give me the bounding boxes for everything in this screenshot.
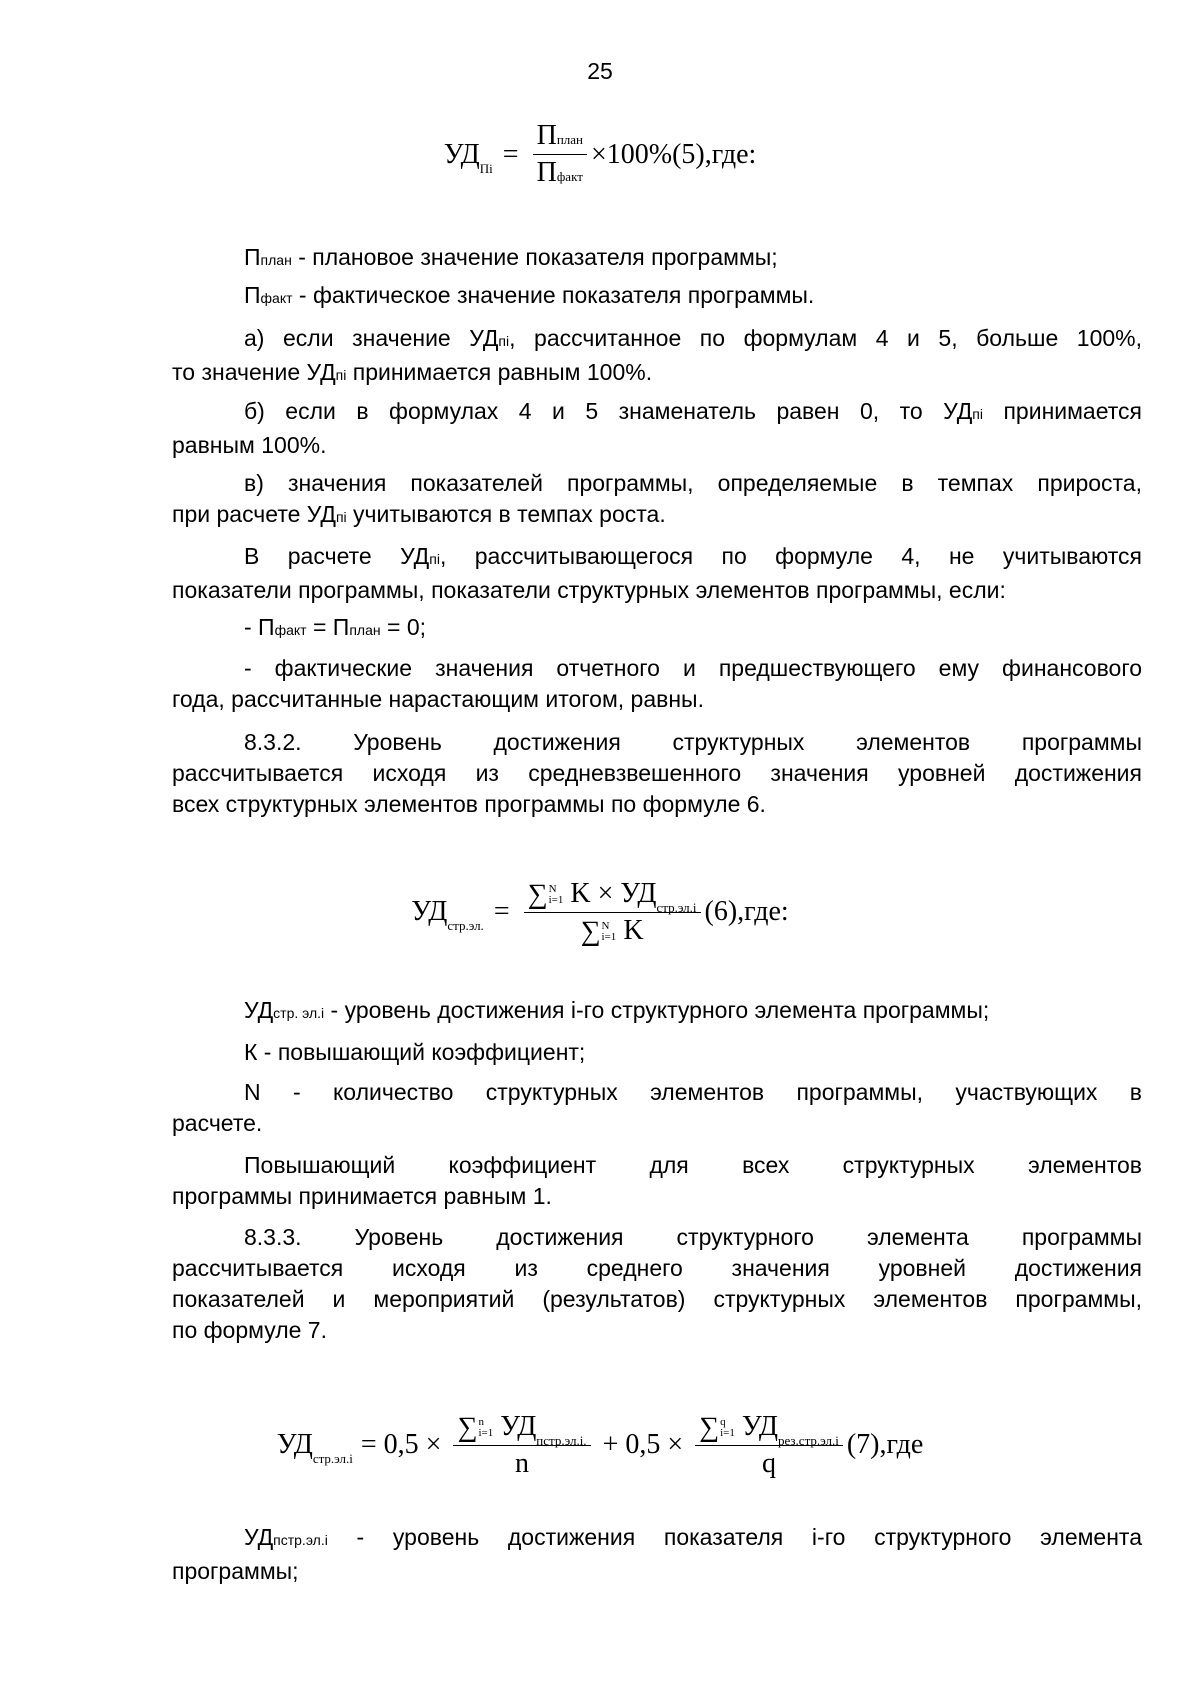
def-plan: Пплан - плановое значение показателя программы;	[244, 244, 778, 270]
def-n: N - количество структурных элементов программы, участвующих в расчете.	[172, 1079, 1142, 1136]
formula-5-lhs: $УД_{Пi}$	[443, 138, 493, 176]
formula-5-eq: =	[502, 138, 519, 170]
rule-c: в) значения показателей программы, определяемые в темпах прироста, при расчете УДпi учитываются в темпах роста.	[172, 470, 1142, 527]
formula-6-eq: =	[493, 896, 510, 927]
coefficient-note: Повышающий коэффициент для всех структурных элементов программы принимается равным 1.	[172, 1152, 1142, 1209]
calc-note: В расчете УДпi, рассчитывающегося по формуле 4, не учитываются показатели программы, показатели структурных элементов программы, если:	[172, 543, 1142, 603]
formula-7-lhs: $УД_{стр.эл.i}$	[276, 1429, 353, 1466]
condition-2: - фактические значения отчетного и предшествующего ему финансового года, рассчитанные нарастающим итогом, равны.	[172, 655, 1142, 712]
formula-7-eq: = 0,5 ×	[360, 1429, 442, 1460]
formula-5-tail: ×100%(5),где:	[590, 138, 757, 170]
page-number: 25	[587, 58, 613, 84]
formula-7-tail: (7),где	[846, 1429, 924, 1460]
def-fact: Пфакт - фактическое значение показателя программы.	[244, 282, 815, 308]
def-ud-str-el: УДстр. эл.i - уровень достижения i-го структурного элемента программы;	[244, 997, 990, 1023]
section-8-3-3: 8.3.3. Уровень достижения структурного элемента программы рассчитывается исходя из среднего значения уровней достижения показателей и мероприятий (результатов) структурных элементов программы, по формуле 7.	[172, 1224, 1142, 1343]
formula-7-fraction-1: ∑ n i=1 $УД_{пстр.эл.i.}$ n	[453, 1411, 590, 1480]
condition-1: - Пфакт = Пплан = 0;	[244, 614, 427, 640]
formula-6-fraction: ∑ N i=1 $K \times УД_{стр.эл.i}$ ∑ N i=1 K	[524, 878, 701, 947]
formula-7	[0, 1395, 1200, 1495]
def-ud-pstr-el: УДпстр.эл.i - уровень достижения показателя i-го структурного элемента программы;	[172, 1524, 1142, 1584]
formula-6	[0, 862, 1200, 962]
rule-a: а) если значение УДпi, рассчитанное по формулам 4 и 5, больше 100%, то значение УДпi принимается равным 100%.	[172, 325, 1142, 385]
def-k: К - повышающий коэффициент;	[244, 1039, 586, 1065]
rule-b: б) если в формулах 4 и 5 знаменатель равен 0, то УДпi принимается равным 100%.	[172, 398, 1142, 458]
formula-6-lhs: $УД_{стр.эл.}$	[411, 896, 484, 933]
formula-6-tail: (6),где:	[704, 896, 789, 927]
formula-7-mid: + 0,5 ×	[602, 1429, 684, 1460]
formula-7-fraction-2: ∑ q i=1 $УД_{рез.стр.эл.i}$ q	[695, 1411, 843, 1480]
section-8-3-2: 8.3.2. Уровень достижения структурных элементов программы рассчитывается исходя из средневзвешенного значения уровней достижения всех структурных элементов программы по формуле 6.	[172, 729, 1142, 817]
formula-5	[0, 112, 1200, 197]
formula-5-fraction: $\frac{\text{Пплан}}{\text{Пфакт}}$	[533, 120, 587, 189]
